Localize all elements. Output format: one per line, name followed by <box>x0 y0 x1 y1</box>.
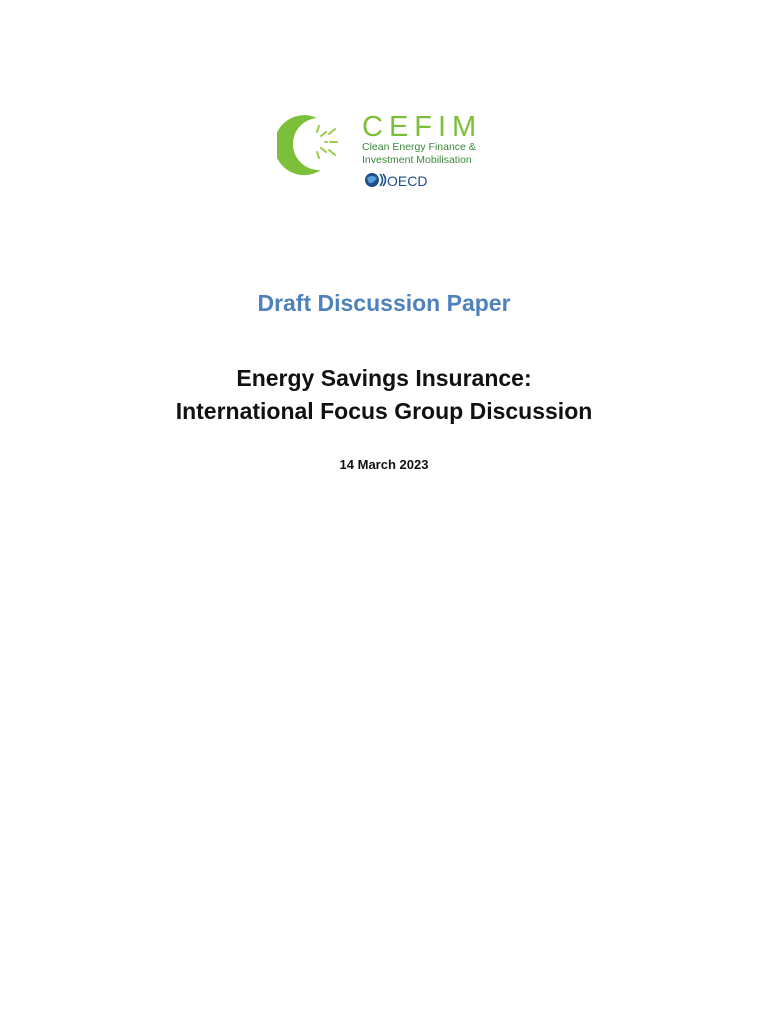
logo-line-2: Investment Mobilisation <box>362 154 472 166</box>
document-label: Draft Discussion Paper <box>257 290 511 316</box>
document-title <box>0 362 768 428</box>
document-title-line-1: Energy Savings Insurance: <box>236 365 532 391</box>
logo-oecd-wordmark: OECD <box>387 173 428 189</box>
document-date: 14 March 2023 <box>339 457 429 472</box>
logo-line-1: Clean Energy Finance & <box>362 141 476 153</box>
cefim-oecd-logo <box>277 108 499 192</box>
logo-cefim-wordmark: CEFIM <box>362 111 483 143</box>
document-title-line-2: International Focus Group Discussion <box>175 398 593 424</box>
oecd-globe-icon <box>365 173 386 187</box>
